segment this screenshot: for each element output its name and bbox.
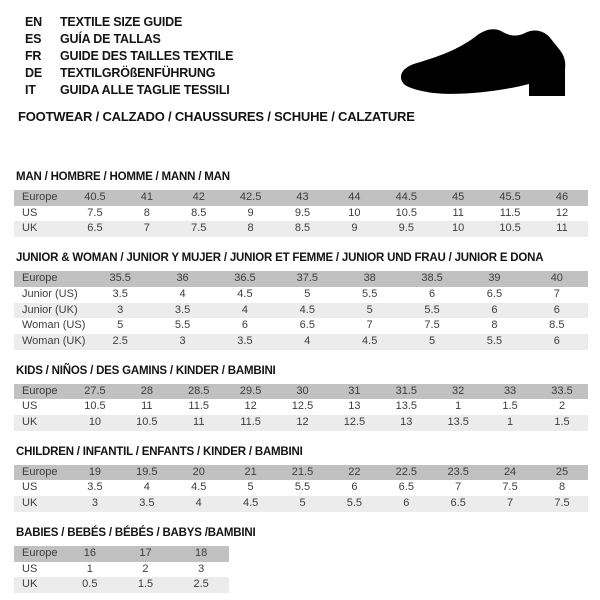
size-cell: 7.5 <box>502 481 518 494</box>
size-table-junior-woman <box>14 271 588 350</box>
size-cell: 6 <box>526 303 588 319</box>
row-label: US <box>22 562 38 575</box>
size-cell: 8.5 <box>549 319 565 332</box>
size-cell: 6.5 <box>69 221 121 237</box>
size-cell: 3 <box>151 334 213 350</box>
size-cell: 40.5 <box>69 190 121 206</box>
size-cell: 7 <box>121 221 173 237</box>
section-title-man: MAN / HOMBRE / HOMME / MANN / MAN <box>16 171 230 183</box>
size-cell: 41 <box>121 190 173 206</box>
size-row <box>14 303 588 319</box>
size-cell: 11.5 <box>499 206 521 219</box>
size-cell: 46 <box>536 190 588 206</box>
size-cell: 4 <box>143 481 150 494</box>
size-cell: 45 <box>432 190 484 206</box>
size-cell: 44 <box>328 190 380 206</box>
size-cell: 10.5 <box>395 206 417 219</box>
size-cell: 4 <box>214 303 276 319</box>
size-cell: 45.5 <box>484 190 536 206</box>
size-cell: 10.5 <box>84 400 106 413</box>
size-cell: 10.5 <box>484 221 536 237</box>
size-cell: 10.5 <box>121 415 173 431</box>
size-cell: 36 <box>151 271 213 287</box>
size-cell: 2 <box>558 400 566 413</box>
size-cell: 4 <box>173 496 225 512</box>
row-label: UK <box>14 221 69 237</box>
size-cell: 5 <box>304 287 311 300</box>
size-cell: 6 <box>380 496 432 512</box>
size-cell: 3.5 <box>151 303 213 319</box>
language-code: ES <box>25 32 42 46</box>
size-cell: 3 <box>69 496 121 512</box>
category-header: FOOTWEAR / CALZADO / CHAUSSURES / SCHUHE / CALZATURE <box>18 109 415 124</box>
size-cell: 3.5 <box>214 334 276 350</box>
size-cell: 10 <box>348 206 361 219</box>
size-cell: 21 <box>225 465 277 481</box>
size-table-kids <box>14 384 588 431</box>
size-row <box>14 415 588 431</box>
size-cell: 9 <box>247 206 254 219</box>
dress-shoe-icon <box>395 25 585 105</box>
size-tables <box>13 171 587 593</box>
size-cell: 2.5 <box>173 577 229 593</box>
size-cell: 8.5 <box>191 206 207 219</box>
size-cell: 27.5 <box>69 384 121 400</box>
row-label: UK <box>14 415 69 431</box>
size-cell: 11.5 <box>225 415 277 431</box>
size-cell: 7 <box>553 287 560 300</box>
size-cell: 11 <box>141 400 153 413</box>
size-table-man <box>14 190 588 237</box>
size-cell: 36.5 <box>214 271 276 287</box>
size-cell: 4 <box>276 334 338 350</box>
size-cell: 3 <box>89 303 151 319</box>
size-row <box>14 206 588 222</box>
size-row <box>14 546 229 562</box>
size-cell: 13.5 <box>432 415 484 431</box>
size-cell: 8 <box>558 481 566 494</box>
size-cell: 43 <box>277 190 329 206</box>
size-cell: 6 <box>463 303 525 319</box>
size-cell: 6 <box>241 319 248 332</box>
size-cell: 24 <box>484 465 536 481</box>
row-label: US <box>22 481 38 494</box>
size-cell: 17 <box>118 546 174 562</box>
size-cell: 18 <box>173 546 229 562</box>
size-cell: 11.5 <box>188 400 210 413</box>
size-cell: 5 <box>277 496 329 512</box>
size-cell: 9 <box>328 221 380 237</box>
size-cell: 7.5 <box>536 496 588 512</box>
size-section-junior-woman <box>13 252 587 350</box>
section-title-junior-woman: JUNIOR & WOMAN / JUNIOR Y MUJER / JUNIOR ET FEMME / JUNIOR UND FRAU / JUNIOR E DONA <box>16 252 544 265</box>
size-row <box>14 496 588 512</box>
size-section-man <box>13 171 587 237</box>
size-cell: 31.5 <box>380 384 432 400</box>
size-cell: 4.5 <box>191 481 207 494</box>
size-row <box>14 577 229 593</box>
row-label: Junior (UK) <box>14 303 89 319</box>
size-cell: 31 <box>328 384 380 400</box>
size-cell: 12 <box>277 415 329 431</box>
size-cell: 3.5 <box>112 287 128 300</box>
size-cell: 7.5 <box>424 319 440 332</box>
size-cell: 5 <box>117 319 124 332</box>
size-cell: 7.5 <box>87 206 103 219</box>
size-cell: 9.5 <box>380 221 432 237</box>
size-cell: 29.5 <box>225 384 277 400</box>
language-code: DE <box>25 66 42 80</box>
size-cell: 1 <box>455 400 462 413</box>
size-cell: 12 <box>244 400 257 413</box>
size-cell: 19 <box>69 465 121 481</box>
size-cell: 6.5 <box>432 496 484 512</box>
row-label: US <box>22 400 38 413</box>
size-cell: 21.5 <box>277 465 329 481</box>
section-title-children: CHILDREN / INFANTIL / ENFANTS / KINDER / BAMBINI <box>16 445 303 458</box>
size-row <box>14 287 588 303</box>
size-row <box>14 271 588 287</box>
size-cell: 5.5 <box>463 334 525 350</box>
size-cell: 5.5 <box>401 303 463 319</box>
row-label: US <box>22 206 38 219</box>
size-cell: 1 <box>484 415 536 431</box>
row-label: Europe <box>14 190 69 206</box>
size-cell: 5 <box>401 334 463 350</box>
size-cell: 2.5 <box>89 334 151 350</box>
size-cell: 42 <box>173 190 225 206</box>
section-title-babies: BABIES / BEBÉS / BÉBÉS / BABYS /BAMBINI <box>16 526 256 539</box>
language-label: GUÍA DE TALLAS <box>60 32 161 46</box>
size-cell: 44.5 <box>380 190 432 206</box>
size-section-kids <box>13 365 587 431</box>
size-cell: 7 <box>455 481 462 494</box>
size-cell: 3.5 <box>121 496 173 512</box>
size-cell: 6.5 <box>299 319 315 332</box>
size-cell: 5 <box>339 303 401 319</box>
size-cell: 4 <box>179 287 186 300</box>
size-section-children <box>13 446 587 512</box>
size-cell: 4.5 <box>225 496 277 512</box>
size-cell: 33 <box>484 384 536 400</box>
size-cell: 5.5 <box>362 287 378 300</box>
size-cell: 32 <box>432 384 484 400</box>
size-cell: 8 <box>225 221 277 237</box>
row-label: Woman (UK) <box>14 334 89 350</box>
size-cell: 12.5 <box>328 415 380 431</box>
size-cell: 5.5 <box>174 319 191 332</box>
size-cell: 7 <box>366 319 373 332</box>
size-cell: 5.5 <box>294 481 311 494</box>
row-label: Woman (US) <box>22 319 86 332</box>
size-cell: 13.5 <box>395 400 417 413</box>
size-cell: 9.5 <box>294 206 311 219</box>
size-cell: 7 <box>484 496 536 512</box>
size-cell: 38 <box>339 271 401 287</box>
row-label: Junior (US) <box>22 287 78 300</box>
size-cell: 33.5 <box>536 384 588 400</box>
size-cell: 35.5 <box>89 271 151 287</box>
size-cell: 1.5 <box>118 577 174 593</box>
size-cell: 39 <box>463 271 525 287</box>
size-cell: 12 <box>555 206 569 219</box>
section-title-kids: KIDS / NIÑOS / DES GAMINS / KINDER / BAMBINI <box>16 364 276 377</box>
size-cell: 11 <box>173 415 225 431</box>
language-label: GUIDA ALLE TAGLIE TESSILI <box>60 83 230 97</box>
size-cell: 2 <box>142 562 149 575</box>
size-cell: 25 <box>536 465 588 481</box>
size-row <box>14 221 588 237</box>
size-cell: 1 <box>86 562 93 575</box>
size-cell: 6 <box>429 287 436 300</box>
row-label: Europe <box>14 271 89 287</box>
size-cell: 37.5 <box>276 271 338 287</box>
size-row <box>14 399 588 415</box>
size-cell: 3 <box>198 562 205 575</box>
size-cell: 8 <box>143 206 150 219</box>
size-cell: 11 <box>536 221 588 237</box>
size-cell: 6 <box>351 481 358 494</box>
size-row <box>14 334 588 350</box>
row-label: UK <box>14 577 62 593</box>
language-label: TEXTILGRÖßENFÜHRUNG <box>60 66 216 80</box>
size-cell: 6 <box>526 334 588 350</box>
size-cell: 38.5 <box>401 271 463 287</box>
size-row <box>14 562 229 578</box>
size-cell: 12.5 <box>291 400 314 413</box>
row-label: Europe <box>14 384 69 400</box>
size-cell: 13 <box>380 415 432 431</box>
size-cell: 0.5 <box>62 577 118 593</box>
size-cell: 4.5 <box>276 303 338 319</box>
size-cell: 4.5 <box>237 287 253 300</box>
size-cell: 1.5 <box>502 400 518 413</box>
size-cell: 20 <box>173 465 225 481</box>
row-label: UK <box>14 496 69 512</box>
size-cell: 6.5 <box>398 481 414 494</box>
size-row <box>14 318 588 334</box>
size-cell: 22.5 <box>380 465 432 481</box>
language-code: FR <box>25 49 42 63</box>
size-cell: 22 <box>328 465 380 481</box>
language-code: IT <box>25 83 36 97</box>
language-label: GUIDE DES TAILLES TEXTILE <box>60 49 234 63</box>
size-row <box>14 480 588 496</box>
size-cell: 10 <box>69 415 121 431</box>
size-cell: 3.5 <box>87 481 103 494</box>
size-cell: 28.5 <box>173 384 225 400</box>
size-cell: 4.5 <box>339 334 401 350</box>
size-row <box>14 465 588 481</box>
size-cell: 40 <box>526 271 588 287</box>
size-cell: 13 <box>348 400 361 413</box>
size-cell: 16 <box>62 546 118 562</box>
size-cell: 10 <box>432 221 484 237</box>
size-row <box>14 190 588 206</box>
size-cell: 1.5 <box>536 415 588 431</box>
size-cell: 30 <box>277 384 329 400</box>
size-cell: 19.5 <box>121 465 173 481</box>
size-cell: 23.5 <box>432 465 484 481</box>
size-cell: 11 <box>452 206 464 219</box>
size-cell: 6.5 <box>486 287 503 300</box>
size-cell: 28 <box>121 384 173 400</box>
row-label: Europe <box>14 546 62 562</box>
size-cell: 7.5 <box>173 221 225 237</box>
size-row <box>14 384 588 400</box>
size-cell: 5.5 <box>328 496 380 512</box>
size-cell: 5 <box>247 481 254 494</box>
language-code: EN <box>25 15 42 29</box>
size-cell: 42.5 <box>225 190 277 206</box>
row-label: Europe <box>14 465 69 481</box>
size-section-babies <box>13 527 587 593</box>
size-cell: 8.5 <box>277 221 329 237</box>
size-table-babies <box>14 546 229 593</box>
language-label: TEXTILE SIZE GUIDE <box>60 15 183 29</box>
size-table-children <box>14 465 588 512</box>
size-cell: 8 <box>491 319 498 332</box>
